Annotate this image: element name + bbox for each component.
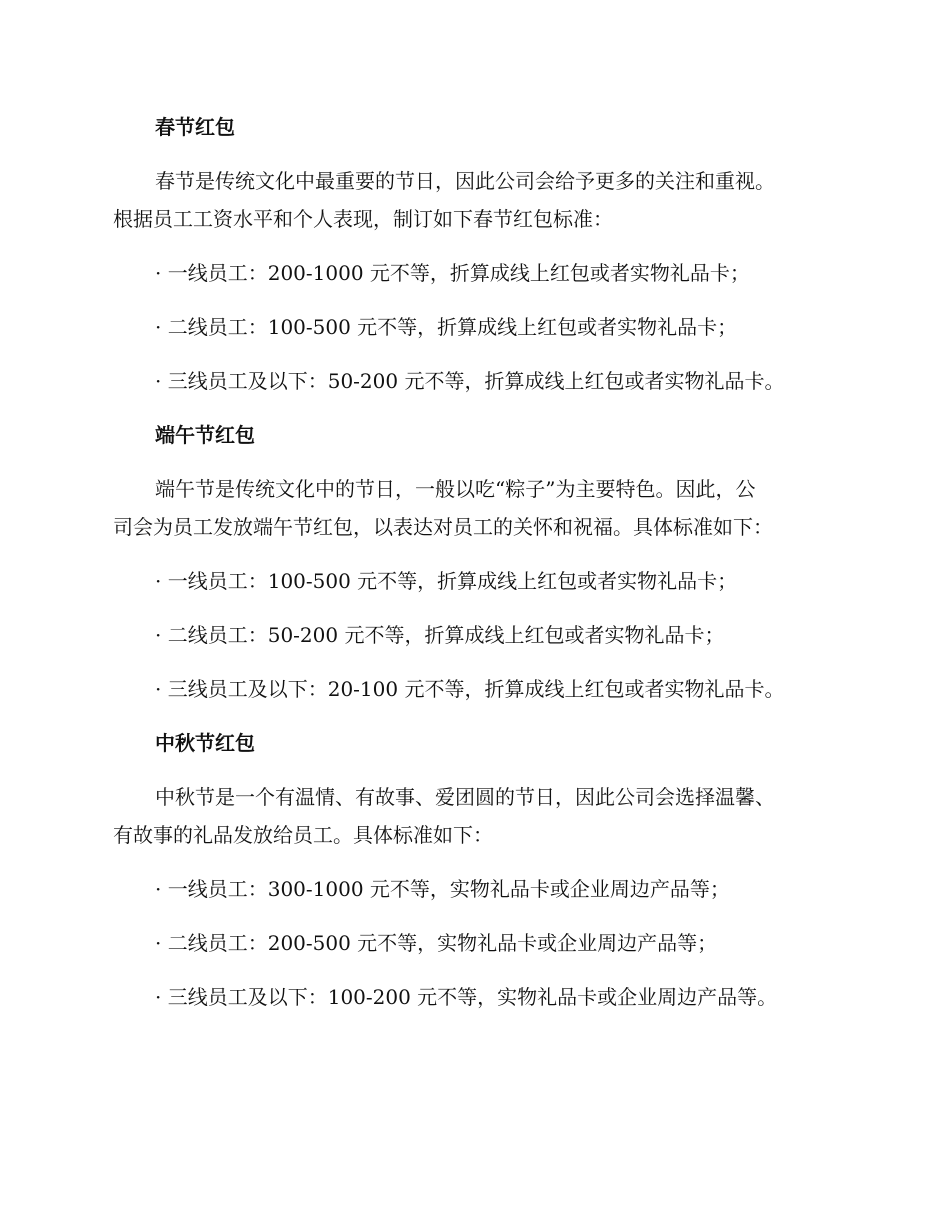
list-item: · 二线员工：100-500 元不等，折算成线上红包或者实物礼品卡； bbox=[155, 315, 738, 339]
list-item: · 二线员工：50-200 元不等，折算成线上红包或者实物礼品卡； bbox=[155, 623, 725, 647]
section-mid-autumn bbox=[113, 724, 833, 1016]
list-item: · 一线员工：300-1000 元不等，实物礼品卡或企业周边产品等； bbox=[155, 877, 730, 901]
list-item: · 三线员工及以下：100-200 元不等，实物礼品卡或企业周边产品等。 bbox=[155, 985, 778, 1009]
intro-line: 司会为员工发放端午节红包，以表达对员工的关怀和祝福。具体标准如下： bbox=[113, 515, 773, 539]
list-item: · 三线员工及以下：20-100 元不等，折算成线上红包或者实物礼品卡。 bbox=[155, 677, 785, 701]
list-item: · 一线员工：100-500 元不等，折算成线上红包或者实物礼品卡； bbox=[155, 569, 738, 593]
intro-line: 中秋节是一个有温情、有故事、爱团圆的节日，因此公司会选择温馨、 bbox=[155, 785, 775, 809]
section-heading: 中秋节红包 bbox=[155, 731, 255, 755]
list-item: · 一线员工：200-1000 元不等，折算成线上红包或者实物礼品卡； bbox=[155, 261, 750, 285]
list-item: · 二线员工：200-500 元不等，实物礼品卡或企业周边产品等； bbox=[155, 931, 718, 955]
intro-line: 端午节是传统文化中的节日，一般以吃“粽子”为主要特色。因此，公 bbox=[155, 477, 756, 501]
section-intro bbox=[113, 778, 833, 854]
section-intro bbox=[113, 470, 833, 546]
intro-line: 根据员工工资水平和个人表现，制订如下春节红包标准： bbox=[113, 207, 613, 231]
section-intro bbox=[113, 162, 833, 238]
intro-line: 春节是传统文化中最重要的节日，因此公司会给予更多的关注和重视。 bbox=[155, 169, 775, 193]
section-spring-festival bbox=[113, 108, 833, 400]
section-heading: 端午节红包 bbox=[155, 423, 255, 447]
intro-line: 有故事的礼品发放给员工。具体标准如下： bbox=[113, 823, 493, 847]
section-heading: 春节红包 bbox=[155, 115, 235, 139]
section-dragon-boat bbox=[113, 416, 833, 708]
document-body bbox=[113, 108, 833, 1032]
list-item: · 三线员工及以下：50-200 元不等，折算成线上红包或者实物礼品卡。 bbox=[155, 369, 785, 393]
